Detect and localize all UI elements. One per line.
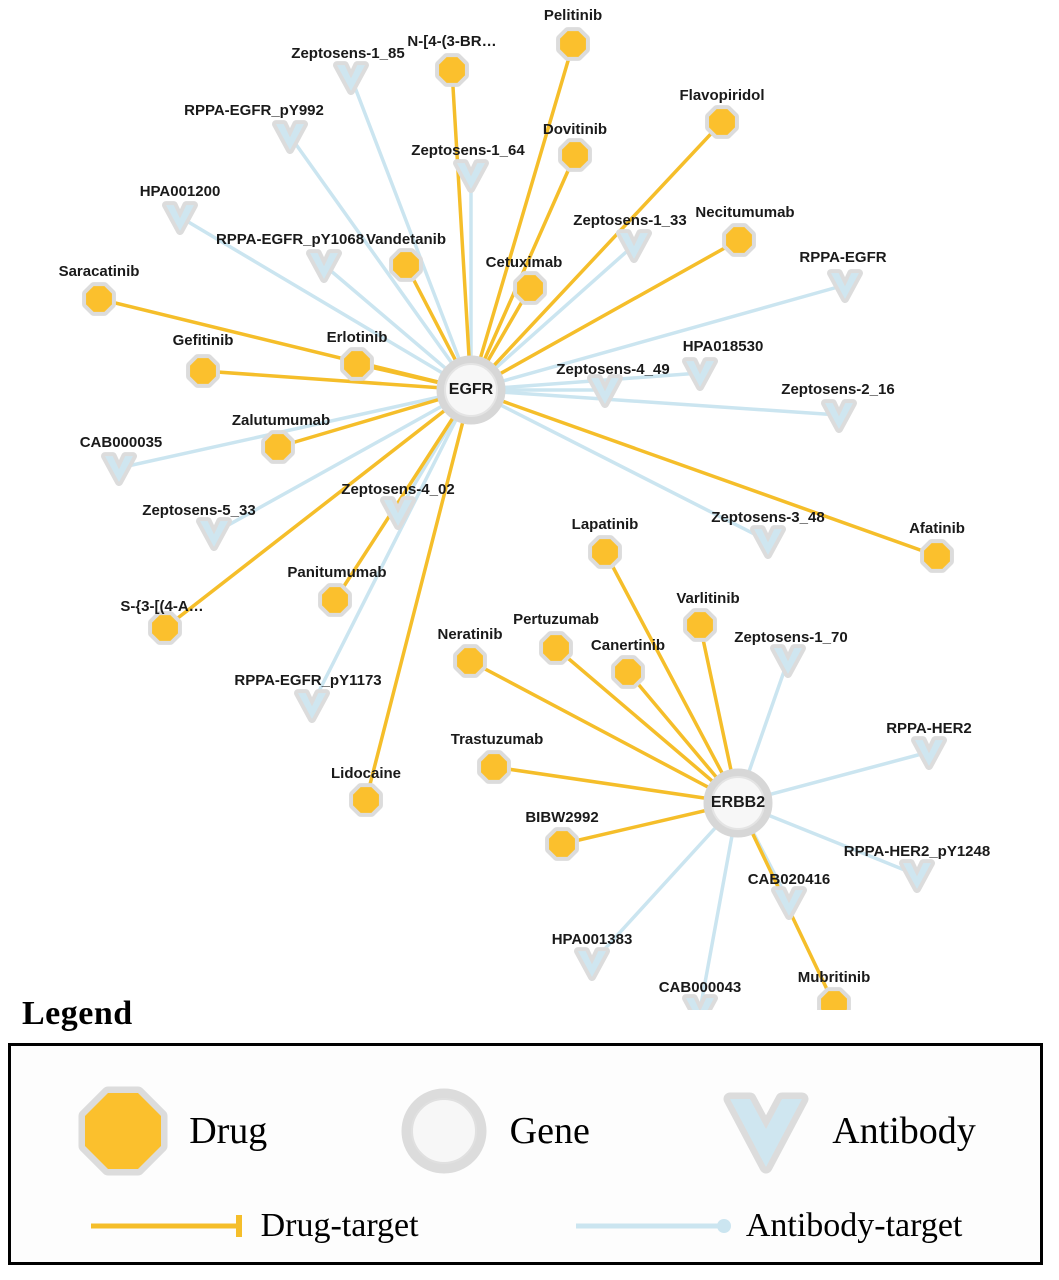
legend-item-antibody <box>718 1083 976 1179</box>
drug-node-label: Erlotinib <box>326 328 388 346</box>
antibody-node-label: Zeptosens-4_02 <box>341 480 455 498</box>
antibody-node-label: Zeptosens-5_33 <box>142 501 256 519</box>
antibody-node-label: Zeptosens-3_48 <box>711 508 825 526</box>
drug-node-label: Dovitinib <box>542 120 608 138</box>
antibody-node-label: CAB000035 <box>79 433 163 451</box>
antibody-node-label: RPPA-EGFR_pY992 <box>184 101 324 119</box>
drug-node[interactable] <box>481 754 507 780</box>
drug-node[interactable] <box>457 648 483 674</box>
antibody-node-label: Zeptosens-2_16 <box>781 380 895 398</box>
drug-node[interactable] <box>439 57 465 83</box>
drug-node-label: Pelitinib <box>543 6 603 24</box>
drug-node[interactable] <box>543 635 569 661</box>
legend-label-antibody-target: Antibody-target <box>745 1207 963 1244</box>
antibody-node-label: Zeptosens-1_64 <box>411 141 525 159</box>
legend-edge-types <box>11 1196 1040 1256</box>
gene-node-label: EGFR <box>448 381 494 399</box>
drug-node[interactable] <box>562 142 588 168</box>
edge-drug-target <box>452 70 471 390</box>
drug-node[interactable] <box>592 539 618 565</box>
antibody-node-label: Zeptosens-1_85 <box>291 44 405 62</box>
drug-node[interactable] <box>393 252 419 278</box>
drug-node-label: Lidocaine <box>330 764 402 782</box>
drug-node[interactable] <box>152 615 178 641</box>
legend-label-gene: Gene <box>509 1110 590 1152</box>
drug-node-label: Afatinib <box>909 519 965 537</box>
legend-item-gene <box>396 1083 590 1179</box>
drug-node-label: N-[4-(3-BR… <box>407 32 497 50</box>
antibody-icon <box>718 1083 814 1179</box>
drug-target-edge-icon <box>89 1212 249 1240</box>
drug-node-label: Pertuzumab <box>513 610 599 628</box>
edge-antibody-target <box>312 390 471 705</box>
drug-node-label: Trastuzumab <box>450 730 544 748</box>
drug-node[interactable] <box>726 227 752 253</box>
drug-node-label: Saracatinib <box>58 262 140 280</box>
legend-item-antibody-target <box>574 1207 963 1245</box>
drug-node-label: Panitumumab <box>287 563 387 581</box>
drug-node-label: Vandetanib <box>365 230 447 248</box>
drug-node[interactable] <box>709 109 735 135</box>
antibody-node-label: HPA001383 <box>551 930 633 948</box>
drug-node[interactable] <box>86 286 112 312</box>
antibody-node-label: Zeptosens-4_49 <box>556 360 670 378</box>
drug-node[interactable] <box>924 543 950 569</box>
legend-item-drug <box>75 1083 267 1179</box>
edge-drug-target <box>471 390 937 556</box>
drug-node-label: Canertinib <box>590 636 666 654</box>
drug-node[interactable] <box>344 351 370 377</box>
drug-node-label: Zalutumumab <box>231 411 331 429</box>
drug-node-label: Lapatinib <box>571 515 639 533</box>
drug-node[interactable] <box>190 358 216 384</box>
legend-label-antibody: Antibody <box>832 1110 976 1152</box>
drug-node[interactable] <box>322 587 348 613</box>
drug-node-label: Mubritinib <box>797 968 871 986</box>
legend-item-drug-target <box>89 1207 419 1245</box>
gene-node-label: ERBB2 <box>710 794 766 812</box>
legend-box <box>8 1043 1043 1265</box>
antibody-node-label: RPPA-HER2 <box>886 719 972 737</box>
antibody-node-label: CAB020416 <box>747 870 831 888</box>
antibody-node-label: HPA001200 <box>139 182 221 200</box>
antibody-node-label: Zeptosens-1_33 <box>573 211 687 229</box>
drug-node-label: S-{3-[(4-A… <box>120 597 204 615</box>
drug-node-label: Flavopiridol <box>679 86 765 104</box>
antibody-node-label: CAB000043 <box>658 978 742 996</box>
legend-label-drug: Drug <box>189 1110 268 1152</box>
label-layer <box>59 7 991 996</box>
antibody-node-label: RPPA-EGFR_pY1068 <box>215 230 365 248</box>
drug-node-label: Neratinib <box>437 625 503 643</box>
antibody-node-label: RPPA-EGFR <box>799 248 887 266</box>
drug-node-label: Necitumumab <box>695 203 795 221</box>
antibody-node-label: HPA018530 <box>682 337 764 355</box>
antibody-node-label: RPPA-HER2_pY1248 <box>843 842 991 860</box>
drug-node[interactable] <box>560 31 586 57</box>
drug-node[interactable] <box>265 434 291 460</box>
gene-icon <box>396 1083 492 1179</box>
drug-node-label: Gefitinib <box>172 331 234 349</box>
drug-node[interactable] <box>549 831 575 857</box>
drug-node-label: BIBW2992 <box>525 808 599 826</box>
drug-node[interactable] <box>353 787 379 813</box>
drug-node[interactable] <box>615 659 641 685</box>
legend-label-drug-target: Drug-target <box>260 1207 419 1244</box>
antibody-node-label: RPPA-EGFR_pY1173 <box>234 671 382 689</box>
drug-node-label: Cetuximab <box>485 253 563 271</box>
drug-node-label: Varlitinib <box>676 589 740 607</box>
legend-title: Legend <box>22 995 133 1032</box>
drug-node[interactable] <box>517 275 543 301</box>
drug-node[interactable] <box>687 612 713 638</box>
drug-icon <box>75 1083 171 1179</box>
legend-node-types <box>11 1076 1040 1186</box>
antibody-target-edge-icon <box>574 1212 734 1240</box>
antibody-node-label: Zeptosens-1_70 <box>734 628 848 646</box>
